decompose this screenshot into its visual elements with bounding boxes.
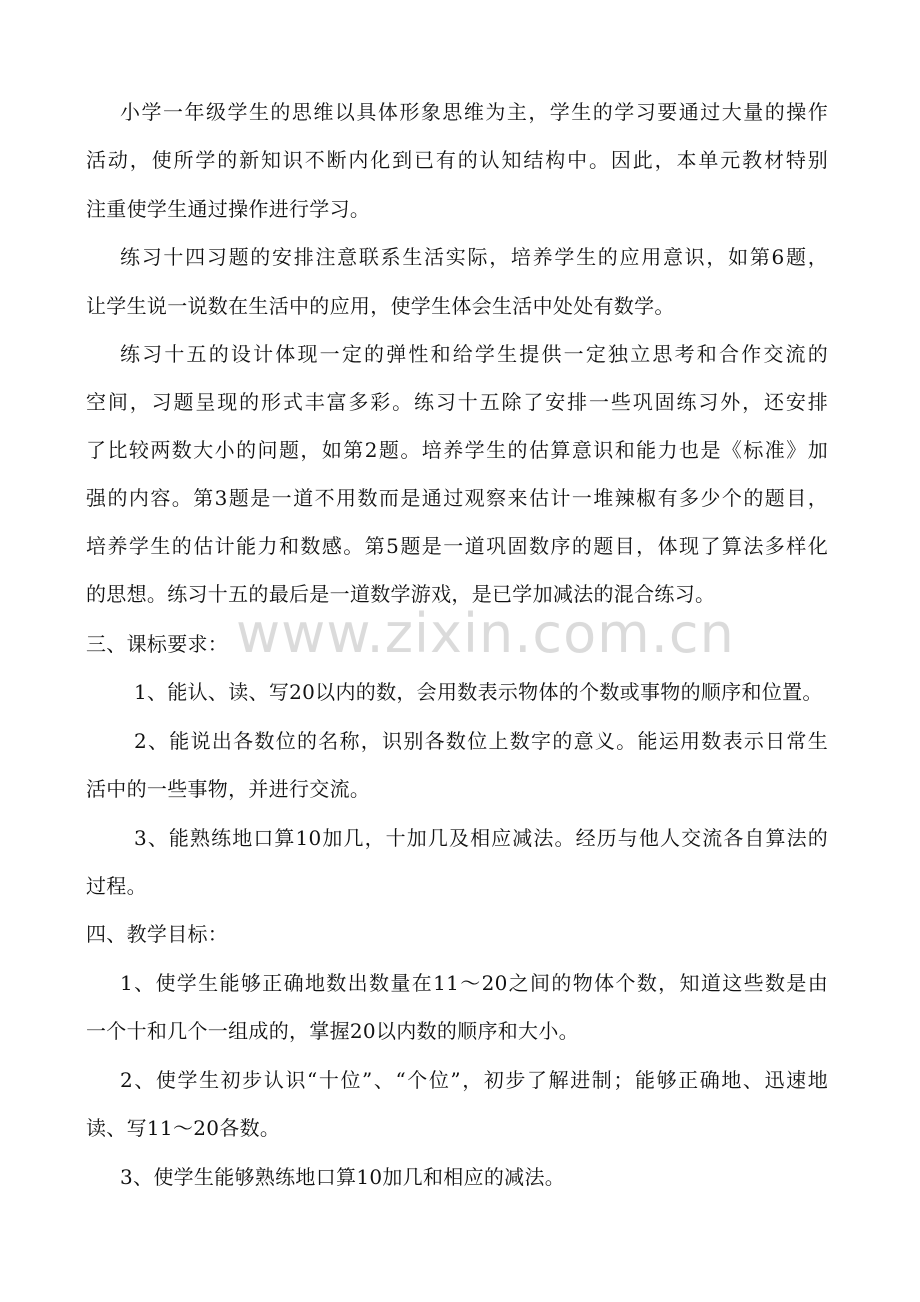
- paragraph-3-line-3: 了比较两数大小的问题，如第2题。培养学生的估算意识和能力也是《标准》加: [86, 438, 828, 462]
- paragraph-3-line-5: 培养学生的估计能力和数感。第5题是一道巩固数序的题目，体现了算法多样化: [86, 534, 828, 558]
- section-3-heading: 三、课标要求：: [86, 632, 229, 656]
- section-3-item-2-line-1: 2、能说出各数位的名称，识别各数位上数字的意义。能运用数表示日常生: [134, 729, 828, 753]
- section-4-item-2-line-1: 2、使学生初步认识“十位”、“个位”，初步了解进制；能够正确地、迅速地: [120, 1068, 828, 1092]
- section-3-item-1-line-1: 1、能认、读、写20以内的数，会用数表示物体的个数或事物的顺序和位置。: [134, 680, 823, 704]
- paragraph-3-line-6: 的思想。练习十五的最后是一道数学游戏，是已学加减法的混合练习。: [86, 582, 716, 606]
- paragraph-2-line-2: 让学生说一说数在生活中的应用，使学生体会生活中处处有数学。: [86, 294, 675, 318]
- section-3-item-3-line-2: 过程。: [86, 874, 147, 898]
- paragraph-1-line-2: 活动，使所学的新知识不断内化到已有的认知结构中。因此，本单元教材特别: [86, 148, 828, 172]
- watermark: www.zixin.com.cn: [236, 602, 735, 665]
- section-4-item-1-line-2: 一个十和几个一组成的，掌握20以内数的顺序和大小。: [86, 1019, 579, 1043]
- section-3-item-3-line-1: 3、能熟练地口算10加几，十加几及相应减法。经历与他人交流各自算法的: [134, 826, 828, 850]
- paragraph-3-line-4: 强的内容。第3题是一道不用数而是通过观察来估计一堆辣椒有多少个的题目，: [86, 486, 828, 510]
- paragraph-1-line-3: 注重使学生通过操作进行学习。: [86, 197, 371, 221]
- paragraph-3-line-1: 练习十五的设计体现一定的弹性和给学生提供一定独立思考和合作交流的: [120, 342, 828, 366]
- section-4-item-3-line-1: 3、使学生能够熟练地口算10加几和相应的减法。: [120, 1165, 566, 1189]
- paragraph-3-line-2: 空间，习题呈现的形式丰富多彩。练习十五除了安排一些巩固练习外，还安排: [86, 390, 828, 414]
- paragraph-1-line-1: 小学一年级学生的思维以具体形象思维为主，学生的学习要通过大量的操作: [120, 100, 828, 124]
- section-4-item-2-line-2: 读、写11～20各数。: [86, 1116, 281, 1140]
- section-4-heading: 四、教学目标：: [86, 922, 229, 946]
- paragraph-2-line-1: 练习十四习题的安排注意联系生活实际，培养学生的应用意识，如第6题，: [120, 245, 828, 269]
- section-4-item-1-line-1: 1、使学生能够正确地数出数量在11～20之间的物体个数，知道这些数是由: [120, 971, 828, 995]
- section-3-item-2-line-2: 活中的一些事物，并进行交流。: [86, 777, 371, 801]
